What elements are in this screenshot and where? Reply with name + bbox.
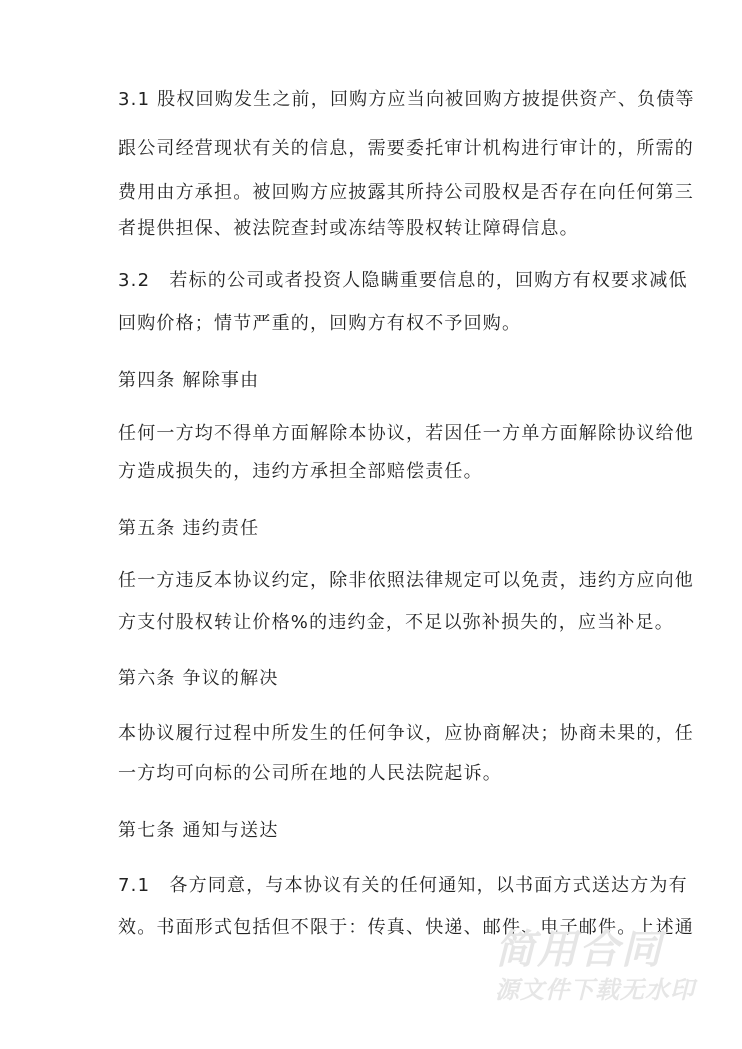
clause-3-1-line-4: 者提供担保、被法院查封或冻结等股权转让障碍信息。 — [118, 218, 579, 239]
clause-3-2-line-1: 3.2 若标的公司或者投资人隐瞒重要信息的，回购方有权要求减低 — [118, 270, 688, 291]
article-4-line-2: 方造成损失的，违约方承担全部赔偿责任。 — [118, 461, 483, 482]
clause-3-2-line-2: 回购价格；情节严重的，回购方有权不予回购。 — [118, 313, 522, 334]
article-5-line-1: 任一方违反本协议约定，除非依照法律规定可以免责，违约方应向他 — [118, 570, 694, 591]
clause-7-1-line-2: 效。书面形式包括但不限于：传真、快递、邮件、电子邮件。上述通 — [118, 917, 694, 938]
article-7-heading: 第七条 通知与送达 — [118, 820, 279, 841]
watermark-title: 简用合同 — [495, 927, 663, 973]
clause-3-1-line-2: 跟公司经营现状有关的信息，需要委托审计机构进行审计的，所需的 — [118, 138, 694, 159]
clause-7-1-line-1: 7.1 各方同意，与本协议有关的任何通知，以书面方式送达方为有 — [118, 875, 688, 896]
article-6-heading: 第六条 争议的解决 — [118, 668, 279, 689]
article-5-line-2: 方支付股权转让价格%的违约金，不足以弥补损失的，应当补足。 — [118, 612, 674, 633]
article-6-line-2: 一方均可向标的公司所在地的人民法院起诉。 — [118, 763, 502, 784]
clause-3-1-line-3: 费用由方承担。被回购方应披露其所持公司股权是否存在向任何第三 — [118, 182, 694, 203]
article-5-heading: 第五条 违约责任 — [118, 518, 260, 539]
article-4-heading: 第四条 解除事由 — [118, 370, 260, 391]
watermark-subtitle: 源文件下载无水印 — [495, 976, 695, 1004]
article-6-line-1: 本协议履行过程中所发生的任何争议，应协商解决；协商未果的，任 — [118, 723, 694, 744]
clause-3-1-line-1: 3.1 股权回购发生之前，回购方应当向被回购方披提供资产、负债等 — [118, 89, 695, 110]
article-4-line-1: 任何一方均不得单方面解除本协议，若因任一方单方面解除协议给他 — [118, 423, 694, 444]
